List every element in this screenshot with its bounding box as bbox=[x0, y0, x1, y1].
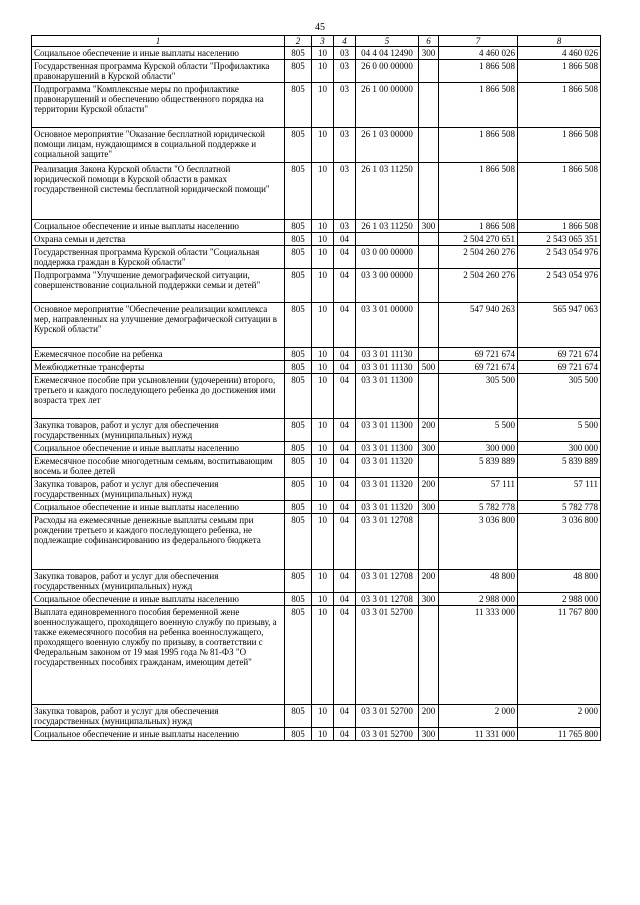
row-label: Основное мероприятие "Обеспечение реализации комплекса мер, направленных на улучшение демографической ситуации в Курской области" bbox=[32, 303, 285, 348]
code-subsection: 04 bbox=[334, 374, 356, 419]
code-ministry: 805 bbox=[285, 514, 312, 570]
code-section: 10 bbox=[312, 220, 334, 233]
amount-year-2: 2 543 065 351 bbox=[518, 233, 601, 246]
row-label: Реализация Закона Курской области "О бесплатной юридической помощи в Курской области в рамках государственной системы бесплатной юридической помощи" bbox=[32, 163, 285, 220]
code-ministry: 805 bbox=[285, 60, 312, 83]
code-section: 10 bbox=[312, 163, 334, 220]
row-label: Социальное обеспечение и иные выплаты населению bbox=[32, 47, 285, 60]
table-row bbox=[32, 361, 601, 374]
code-ministry: 805 bbox=[285, 705, 312, 728]
code-section: 10 bbox=[312, 593, 334, 606]
amount-year-2: 305 500 bbox=[518, 374, 601, 419]
code-subsection: 04 bbox=[334, 442, 356, 455]
amount-year-2: 2 543 054 976 bbox=[518, 269, 601, 303]
code-section: 10 bbox=[312, 348, 334, 361]
code-ministry: 805 bbox=[285, 501, 312, 514]
code-section: 10 bbox=[312, 501, 334, 514]
table-row bbox=[32, 374, 601, 419]
code-target: 26 1 03 11250 bbox=[356, 220, 419, 233]
amount-year-1: 5 839 889 bbox=[439, 455, 518, 478]
amount-year-1: 4 460 026 bbox=[439, 47, 518, 60]
code-ministry: 805 bbox=[285, 570, 312, 593]
code-subsection: 04 bbox=[334, 361, 356, 374]
code-section: 10 bbox=[312, 374, 334, 419]
amount-year-1: 5 782 778 bbox=[439, 501, 518, 514]
row-label: Подпрограмма "Улучшение демографической ситуации, совершенствование социальной поддержки семьи и детей" bbox=[32, 269, 285, 303]
code-ministry: 805 bbox=[285, 455, 312, 478]
code-subsection: 04 bbox=[334, 233, 356, 246]
budget-table bbox=[31, 35, 601, 741]
row-label: Ежемесячное пособие многодетным семьям, воспитывающим восемь и более детей bbox=[32, 455, 285, 478]
amount-year-1: 48 800 bbox=[439, 570, 518, 593]
amount-year-1: 2 504 260 276 bbox=[439, 269, 518, 303]
code-ministry: 805 bbox=[285, 83, 312, 128]
header-cell-3: 3 bbox=[312, 36, 334, 47]
header-cell-8: 8 bbox=[518, 36, 601, 47]
code-subsection: 04 bbox=[334, 303, 356, 348]
code-target: 26 1 03 00000 bbox=[356, 128, 419, 163]
table-row bbox=[32, 83, 601, 128]
code-ministry: 805 bbox=[285, 442, 312, 455]
code-ministry: 805 bbox=[285, 303, 312, 348]
code-target: 03 3 01 11130 bbox=[356, 348, 419, 361]
code-subsection: 03 bbox=[334, 163, 356, 220]
code-ministry: 805 bbox=[285, 233, 312, 246]
table-row bbox=[32, 455, 601, 478]
row-label: Социальное обеспечение и иные выплаты населению bbox=[32, 501, 285, 514]
code-target: 03 3 01 12708 bbox=[356, 570, 419, 593]
code-section: 10 bbox=[312, 478, 334, 501]
code-ministry: 805 bbox=[285, 478, 312, 501]
code-section: 10 bbox=[312, 361, 334, 374]
code-ministry: 805 bbox=[285, 220, 312, 233]
code-ministry: 805 bbox=[285, 361, 312, 374]
amount-year-1: 69 721 674 bbox=[439, 348, 518, 361]
amount-year-2: 4 460 026 bbox=[518, 47, 601, 60]
table-row bbox=[32, 348, 601, 361]
amount-year-1: 547 940 263 bbox=[439, 303, 518, 348]
code-subsection: 04 bbox=[334, 606, 356, 705]
code-target: 03 3 01 52700 bbox=[356, 705, 419, 728]
code-expense-type: 300 bbox=[419, 220, 439, 233]
code-expense-type: 200 bbox=[419, 478, 439, 501]
row-label: Социальное обеспечение и иные выплаты населению bbox=[32, 220, 285, 233]
code-subsection: 03 bbox=[334, 128, 356, 163]
row-label: Государственная программа Курской области "Профилактика правонарушений в Курской области" bbox=[32, 60, 285, 83]
amount-year-2: 300 000 bbox=[518, 442, 601, 455]
amount-year-2: 11 767 800 bbox=[518, 606, 601, 705]
code-ministry: 805 bbox=[285, 593, 312, 606]
code-section: 10 bbox=[312, 233, 334, 246]
amount-year-1: 1 866 508 bbox=[439, 60, 518, 83]
code-subsection: 03 bbox=[334, 220, 356, 233]
code-section: 10 bbox=[312, 303, 334, 348]
code-target: 03 3 01 11320 bbox=[356, 501, 419, 514]
amount-year-2: 57 111 bbox=[518, 478, 601, 501]
table-row bbox=[32, 514, 601, 570]
table-row bbox=[32, 501, 601, 514]
amount-year-2: 5 782 778 bbox=[518, 501, 601, 514]
code-target: 03 3 01 11300 bbox=[356, 442, 419, 455]
code-section: 10 bbox=[312, 570, 334, 593]
code-section: 10 bbox=[312, 269, 334, 303]
amount-year-2: 3 036 800 bbox=[518, 514, 601, 570]
code-target: 03 3 01 11130 bbox=[356, 361, 419, 374]
table-row bbox=[32, 419, 601, 442]
code-ministry: 805 bbox=[285, 374, 312, 419]
row-label: Закупка товаров, работ и услуг для обеспечения государственных (муниципальных) нужд bbox=[32, 478, 285, 501]
code-section: 10 bbox=[312, 514, 334, 570]
code-ministry: 805 bbox=[285, 163, 312, 220]
code-target: 03 3 01 12708 bbox=[356, 593, 419, 606]
row-label: Закупка товаров, работ и услуг для обеспечения государственных (муниципальных) нужд bbox=[32, 705, 285, 728]
amount-year-2: 565 947 063 bbox=[518, 303, 601, 348]
code-section: 10 bbox=[312, 246, 334, 269]
row-label: Межбюджетные трансферты bbox=[32, 361, 285, 374]
amount-year-1: 2 504 260 276 bbox=[439, 246, 518, 269]
code-expense-type bbox=[419, 606, 439, 705]
code-section: 10 bbox=[312, 128, 334, 163]
amount-year-1: 1 866 508 bbox=[439, 163, 518, 220]
amount-year-2: 69 721 674 bbox=[518, 348, 601, 361]
code-ministry: 805 bbox=[285, 246, 312, 269]
code-subsection: 04 bbox=[334, 419, 356, 442]
amount-year-1: 2 504 270 651 bbox=[439, 233, 518, 246]
code-subsection: 04 bbox=[334, 269, 356, 303]
code-subsection: 03 bbox=[334, 47, 356, 60]
code-subsection: 04 bbox=[334, 728, 356, 741]
amount-year-2: 5 839 889 bbox=[518, 455, 601, 478]
code-subsection: 04 bbox=[334, 246, 356, 269]
table-row bbox=[32, 705, 601, 728]
amount-year-2: 2 000 bbox=[518, 705, 601, 728]
amount-year-2: 2 988 000 bbox=[518, 593, 601, 606]
table-row bbox=[32, 163, 601, 220]
code-section: 10 bbox=[312, 442, 334, 455]
page-number: 45 bbox=[315, 22, 325, 33]
code-expense-type bbox=[419, 163, 439, 220]
table-row bbox=[32, 60, 601, 83]
code-expense-type: 500 bbox=[419, 361, 439, 374]
code-subsection: 04 bbox=[334, 348, 356, 361]
code-target bbox=[356, 233, 419, 246]
code-target: 03 3 01 11300 bbox=[356, 419, 419, 442]
code-expense-type bbox=[419, 348, 439, 361]
table-row bbox=[32, 303, 601, 348]
code-section: 10 bbox=[312, 728, 334, 741]
row-label: Расходы на ежемесячные денежные выплаты семьям при рождении третьего и каждого последующего ребенка, не подлежащие софинансированию из федерального бюджета bbox=[32, 514, 285, 570]
code-section: 10 bbox=[312, 705, 334, 728]
code-subsection: 04 bbox=[334, 501, 356, 514]
code-subsection: 04 bbox=[334, 514, 356, 570]
code-subsection: 04 bbox=[334, 478, 356, 501]
code-ministry: 805 bbox=[285, 419, 312, 442]
code-expense-type bbox=[419, 233, 439, 246]
code-subsection: 04 bbox=[334, 705, 356, 728]
row-label: Государственная программа Курской области "Социальная поддержка граждан в Курской области" bbox=[32, 246, 285, 269]
code-target: 03 0 00 00000 bbox=[356, 246, 419, 269]
amount-year-2: 1 866 508 bbox=[518, 83, 601, 128]
code-target: 03 3 00 00000 bbox=[356, 269, 419, 303]
code-expense-type: 300 bbox=[419, 442, 439, 455]
amount-year-1: 5 500 bbox=[439, 419, 518, 442]
table-row bbox=[32, 233, 601, 246]
code-subsection: 04 bbox=[334, 570, 356, 593]
code-expense-type bbox=[419, 128, 439, 163]
amount-year-2: 1 866 508 bbox=[518, 163, 601, 220]
code-target: 03 3 01 00000 bbox=[356, 303, 419, 348]
code-expense-type: 300 bbox=[419, 593, 439, 606]
table-row bbox=[32, 570, 601, 593]
code-expense-type bbox=[419, 303, 439, 348]
table-row bbox=[32, 220, 601, 233]
amount-year-2: 5 500 bbox=[518, 419, 601, 442]
amount-year-2: 1 866 508 bbox=[518, 128, 601, 163]
header-cell-2: 2 bbox=[285, 36, 312, 47]
amount-year-1: 3 036 800 bbox=[439, 514, 518, 570]
code-target: 26 1 03 11250 bbox=[356, 163, 419, 220]
code-expense-type: 200 bbox=[419, 570, 439, 593]
row-label: Социальное обеспечение и иные выплаты населению bbox=[32, 593, 285, 606]
header-cell-5: 5 bbox=[356, 36, 419, 47]
table-row bbox=[32, 593, 601, 606]
row-label: Ежемесячное пособие при усыновлении (удочерении) второго, третьего и каждого последующего ребенка до достижения ими возраста трех лет bbox=[32, 374, 285, 419]
code-subsection: 04 bbox=[334, 593, 356, 606]
code-ministry: 805 bbox=[285, 728, 312, 741]
code-ministry: 805 bbox=[285, 128, 312, 163]
code-section: 10 bbox=[312, 419, 334, 442]
header-cell-1: 1 bbox=[32, 36, 285, 47]
code-expense-type: 300 bbox=[419, 47, 439, 60]
amount-year-2: 48 800 bbox=[518, 570, 601, 593]
code-target: 03 3 01 11320 bbox=[356, 455, 419, 478]
row-label: Закупка товаров, работ и услуг для обеспечения государственных (муниципальных) нужд bbox=[32, 570, 285, 593]
code-expense-type bbox=[419, 514, 439, 570]
amount-year-1: 1 866 508 bbox=[439, 128, 518, 163]
code-target: 03 3 01 11300 bbox=[356, 374, 419, 419]
code-section: 10 bbox=[312, 455, 334, 478]
code-expense-type bbox=[419, 455, 439, 478]
table-body bbox=[32, 47, 601, 741]
amount-year-1: 69 721 674 bbox=[439, 361, 518, 374]
table-row bbox=[32, 269, 601, 303]
table-row bbox=[32, 442, 601, 455]
table-row bbox=[32, 246, 601, 269]
row-label: Выплата единовременного пособия беременной жене военнослужащего, проходящего военную службу по призыву, а также ежемесячного пособия на ребенка военнослужащего, проходящего военную службу по призыву, в соответствии с Федеральным законом от 19 мая 1995 года № 81-ФЗ "О государственных пособиях гражданам, имеющим детей" bbox=[32, 606, 285, 705]
code-target: 03 3 01 12708 bbox=[356, 514, 419, 570]
code-ministry: 805 bbox=[285, 606, 312, 705]
amount-year-1: 305 500 bbox=[439, 374, 518, 419]
row-label: Основное мероприятие "Оказание бесплатной юридической помощи лицам, нуждающимся в социальной поддержке и социальной защите" bbox=[32, 128, 285, 163]
amount-year-1: 1 866 508 bbox=[439, 220, 518, 233]
row-label: Закупка товаров, работ и услуг для обеспечения государственных (муниципальных) нужд bbox=[32, 419, 285, 442]
code-section: 10 bbox=[312, 60, 334, 83]
code-subsection: 04 bbox=[334, 455, 356, 478]
row-label: Ежемесячное пособие на ребенка bbox=[32, 348, 285, 361]
code-section: 10 bbox=[312, 606, 334, 705]
amount-year-1: 57 111 bbox=[439, 478, 518, 501]
code-expense-type: 200 bbox=[419, 705, 439, 728]
amount-year-1: 11 333 000 bbox=[439, 606, 518, 705]
code-expense-type bbox=[419, 269, 439, 303]
code-target: 26 0 00 00000 bbox=[356, 60, 419, 83]
code-target: 03 3 01 52700 bbox=[356, 728, 419, 741]
code-target: 04 4 04 12490 bbox=[356, 47, 419, 60]
code-expense-type: 300 bbox=[419, 501, 439, 514]
code-expense-type bbox=[419, 374, 439, 419]
code-ministry: 805 bbox=[285, 269, 312, 303]
table-row bbox=[32, 728, 601, 741]
amount-year-1: 300 000 bbox=[439, 442, 518, 455]
code-section: 10 bbox=[312, 47, 334, 60]
row-label: Охрана семьи и детства bbox=[32, 233, 285, 246]
code-expense-type bbox=[419, 246, 439, 269]
row-label: Подпрограмма "Комплексные меры по профилактике правонарушений и обеспечению общественного порядка на территории Курской области" bbox=[32, 83, 285, 128]
code-target: 03 3 01 52700 bbox=[356, 606, 419, 705]
amount-year-1: 2 988 000 bbox=[439, 593, 518, 606]
amount-year-2: 1 866 508 bbox=[518, 220, 601, 233]
table-row bbox=[32, 478, 601, 501]
code-expense-type bbox=[419, 83, 439, 128]
amount-year-2: 1 866 508 bbox=[518, 60, 601, 83]
amount-year-1: 1 866 508 bbox=[439, 83, 518, 128]
table-row bbox=[32, 128, 601, 163]
header-cell-7: 7 bbox=[439, 36, 518, 47]
table-row bbox=[32, 606, 601, 705]
code-ministry: 805 bbox=[285, 348, 312, 361]
table-row bbox=[32, 47, 601, 60]
header-cell-4: 4 bbox=[334, 36, 356, 47]
code-section: 10 bbox=[312, 83, 334, 128]
header-cell-6: 6 bbox=[419, 36, 439, 47]
amount-year-2: 2 543 054 976 bbox=[518, 246, 601, 269]
code-expense-type bbox=[419, 60, 439, 83]
row-label: Социальное обеспечение и иные выплаты населению bbox=[32, 728, 285, 741]
amount-year-2: 11 765 800 bbox=[518, 728, 601, 741]
row-label: Социальное обеспечение и иные выплаты населению bbox=[32, 442, 285, 455]
code-target: 03 3 01 11320 bbox=[356, 478, 419, 501]
amount-year-2: 69 721 674 bbox=[518, 361, 601, 374]
code-expense-type: 200 bbox=[419, 419, 439, 442]
header-row bbox=[32, 36, 601, 47]
code-expense-type: 300 bbox=[419, 728, 439, 741]
code-ministry: 805 bbox=[285, 47, 312, 60]
code-subsection: 03 bbox=[334, 83, 356, 128]
amount-year-1: 11 331 000 bbox=[439, 728, 518, 741]
amount-year-1: 2 000 bbox=[439, 705, 518, 728]
code-subsection: 03 bbox=[334, 60, 356, 83]
code-target: 26 1 00 00000 bbox=[356, 83, 419, 128]
